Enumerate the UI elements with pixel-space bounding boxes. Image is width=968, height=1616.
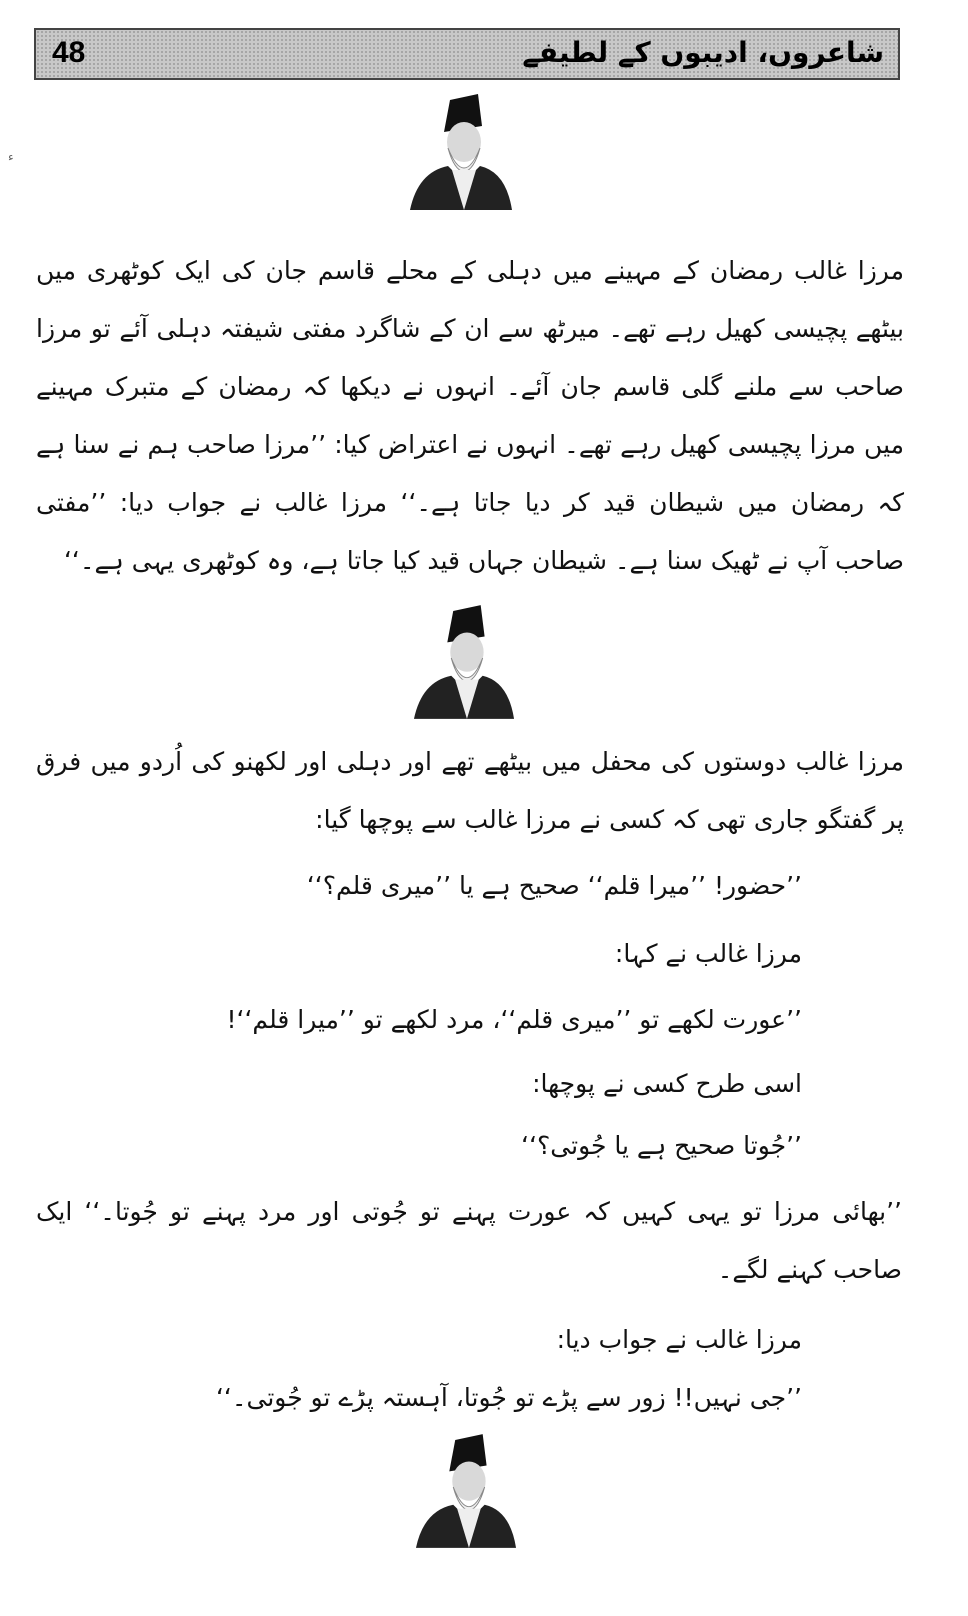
story2-answer2: ’’جی نہیں!! زور سے پڑے تو جُوتا، آہستہ پڑے تو جُوتی۔‘‘: [215, 1383, 802, 1412]
running-title: شاعروں، ادیبوں کے لطیفے: [522, 36, 884, 69]
ghalib-portrait-icon: [412, 602, 516, 720]
ghalib-portrait-icon: [408, 92, 514, 210]
story2-remark: ’’بھائی مرزا تو یہی کہیں کہ عورت پہنے تو جُوتی اور مرد پہنے تو جُوتا۔‘‘ ایک صاحب کہنے لگے۔: [36, 1197, 902, 1284]
stray-mark: ء: [8, 150, 14, 164]
story2-speaker: مرزا غالب نے کہا:: [614, 939, 802, 968]
story2-speaker3: مرزا غالب نے جواب دیا:: [556, 1325, 802, 1354]
page-header: [34, 28, 900, 80]
story2-answer: ’’عورت لکھے تو ’’میری قلم‘‘، مرد لکھے تو ’’میرا قلم‘‘!: [226, 1005, 802, 1034]
story2-question: ’’حضور! ’’میرا قلم‘‘ صحیح ہے یا ’’میری قلم؟‘‘: [306, 871, 802, 900]
story1-paragraph: مرزا غالب رمضان کے مہینے میں دہلی کے محلے قاسم جان کی ایک کوٹھری میں بیٹھے پچیسی کھیل رہے تھے۔ میرٹھ سے ان کے شاگرد مفتی شیفتہ دہلی آئے تو مرزا صاحب سے ملنے گلی قاسم جان آئے۔ انہوں نے دیکھا کہ رمضان کے متبرک مہینے میں مرزا پچیسی کھیل رہے تھے۔ انہوں نے اعتراض کیا: ’’مرزا صاحب ہم نے سنا ہے کہ رمضان میں شیطان قید کر دیا جاتا ہے۔‘‘ مرزا غالب نے جواب دیا: ’’مفتی صاحب آپ نے ٹھیک سنا ہے۔ شیطان جہاں قید کیا جاتا ہے، وہ کوٹھری یہی ہے۔‘‘: [36, 256, 904, 575]
page-number: 48: [52, 36, 86, 69]
story2-intro: مرزا غالب دوستوں کی محفل میں بیٹھے تھے اور دہلی اور لکھنو کی اُردو میں فرق پر گفتگو جاری تھی کہ کسی نے مرزا غالب سے پوچھا گیا:: [36, 747, 904, 834]
story2-question2: ’’جُوتا صحیح ہے یا جُوتی؟‘‘: [521, 1131, 802, 1160]
ghalib-portrait-icon: [414, 1432, 518, 1548]
story2-speaker2: اسی طرح کسی نے پوچھا:: [532, 1069, 802, 1098]
